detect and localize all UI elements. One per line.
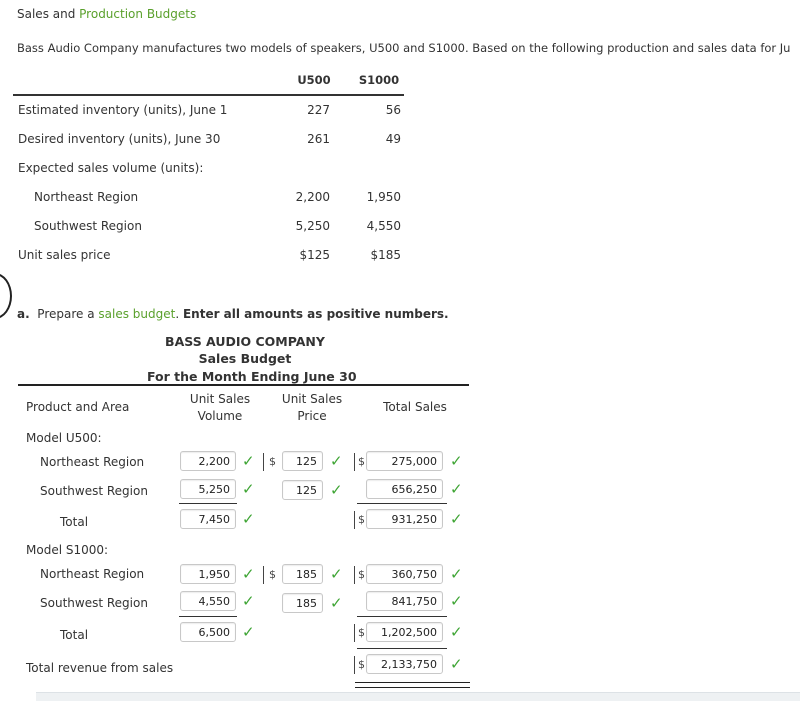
u500-northeast-volume-input[interactable]: 2,200	[180, 451, 236, 471]
budget-name: Sales Budget	[198, 351, 292, 366]
u500-total-volume-input[interactable]: 7,450	[180, 509, 236, 529]
currency-symbol: $	[358, 568, 365, 581]
header-total-sales: Total Sales	[383, 400, 447, 414]
unit-price-s1000: $185	[370, 248, 401, 262]
column-divider	[354, 624, 355, 642]
u500-southwest-price-input[interactable]: 125	[282, 480, 323, 500]
currency-symbol: $	[358, 455, 365, 468]
question-prefix: a.	[17, 307, 30, 321]
u500-southwest-total-input[interactable]: 656,250	[366, 479, 443, 499]
s1000-northeast-price-input[interactable]: 185	[282, 564, 323, 584]
currency-symbol: $	[269, 568, 276, 581]
row-label-expected-sales: Expected sales volume (units):	[18, 161, 204, 175]
northeast-s1000: 1,950	[366, 190, 401, 204]
northeast-u500: 2,200	[295, 190, 330, 204]
table-rule	[13, 94, 404, 96]
header-price-line1: Unit Sales	[281, 392, 343, 406]
column-divider	[263, 453, 264, 471]
intro-text: Bass Audio Company manufactures two models of speakers, U500 and S1000. Based on the following production and sales data for Ju	[17, 41, 791, 55]
check-icon: ✓	[330, 481, 343, 499]
header-unit-sales-price	[272, 391, 352, 425]
s1000-southwest-label: Southwest Region	[40, 596, 148, 610]
header-volume-line1: Unit Sales	[189, 392, 251, 406]
currency-symbol: $	[358, 513, 365, 526]
row-label-unit-price: Unit sales price	[18, 248, 111, 262]
s1000-total-volume-input[interactable]: 6,500	[180, 622, 236, 642]
subtotal-rule	[357, 616, 447, 617]
check-icon: ✓	[450, 592, 463, 610]
model-u500-label: Model U500:	[26, 431, 102, 445]
column-divider	[354, 566, 355, 584]
s1000-northeast-total-input[interactable]: 360,750	[366, 564, 443, 584]
question-text-2: .	[175, 307, 183, 321]
inventory-june30-s1000: 49	[385, 132, 401, 146]
budget-top-rule	[18, 384, 469, 386]
subtotal-rule	[357, 503, 447, 504]
check-icon: ✓	[330, 452, 343, 470]
s1000-southwest-volume-input[interactable]: 4,550	[180, 591, 236, 611]
check-icon: ✓	[450, 510, 463, 528]
question-text: Prepare a	[37, 307, 99, 321]
inventory-june30-u500: 261	[307, 132, 330, 146]
check-icon: ✓	[330, 594, 343, 612]
u500-northeast-total-input[interactable]: 275,000	[366, 451, 443, 471]
header-price-line2: Price	[297, 409, 327, 423]
production-budgets-link[interactable]: Production Budgets	[79, 7, 197, 21]
check-icon: ✓	[242, 480, 255, 498]
col-header-u500: U500	[297, 73, 331, 87]
header-product-area: Product and Area	[26, 400, 130, 414]
column-divider	[354, 511, 355, 529]
double-underline-rule	[355, 682, 470, 688]
check-icon: ✓	[450, 655, 463, 673]
step-indicator-icon	[0, 273, 12, 319]
total-revenue-label: Total revenue from sales	[26, 661, 174, 675]
check-icon: ✓	[450, 452, 463, 470]
inventory-june1-u500: 227	[307, 103, 330, 117]
u500-southwest-volume-input[interactable]: 5,250	[180, 479, 236, 499]
check-icon: ✓	[242, 510, 255, 528]
currency-symbol: $	[358, 658, 365, 671]
question-instruction: Enter all amounts as positive numbers.	[182, 307, 449, 321]
currency-symbol: $	[269, 455, 276, 468]
subtotal-rule	[179, 616, 237, 617]
southwest-u500: 5,250	[295, 219, 330, 233]
check-icon: ✓	[242, 452, 255, 470]
page-title	[17, 7, 196, 21]
check-icon: ✓	[242, 623, 255, 641]
budget-period: For the Month Ending June 30	[147, 369, 357, 384]
model-s1000-label: Model S1000:	[26, 543, 109, 557]
check-icon: ✓	[242, 592, 255, 610]
row-label-northeast: Northeast Region	[34, 190, 139, 204]
subtotal-rule	[179, 503, 237, 504]
header-unit-sales-volume	[180, 391, 260, 425]
check-icon: ✓	[450, 565, 463, 583]
row-label-inventory-june30: Desired inventory (units), June 30	[18, 132, 221, 146]
question-a	[17, 307, 449, 321]
s1000-northeast-volume-input[interactable]: 1,950	[180, 564, 236, 584]
check-icon: ✓	[450, 623, 463, 641]
column-divider	[354, 656, 355, 674]
budget-company: BASS AUDIO COMPANY	[165, 334, 325, 349]
s1000-total-label: Total	[60, 628, 89, 642]
column-divider	[354, 453, 355, 471]
check-icon: ✓	[330, 565, 343, 583]
u500-southwest-label: Southwest Region	[40, 484, 148, 498]
row-label-southwest: Southwest Region	[34, 219, 142, 233]
inventory-june1-s1000: 56	[385, 103, 401, 117]
s1000-southwest-price-input[interactable]: 185	[282, 593, 323, 613]
check-icon: ✓	[242, 565, 255, 583]
header-volume-line2: Volume	[197, 409, 243, 423]
column-divider	[263, 566, 264, 584]
u500-total-label: Total	[60, 515, 89, 529]
sales-budget-link[interactable]: sales budget	[98, 307, 176, 321]
unit-price-u500: $125	[299, 248, 330, 262]
u500-northeast-price-input[interactable]: 125	[282, 451, 323, 471]
u500-total-sales-input[interactable]: 931,250	[366, 509, 443, 529]
check-icon: ✓	[450, 480, 463, 498]
col-header-s1000: S1000	[358, 73, 400, 87]
s1000-total-sales-input[interactable]: 1,202,500	[366, 622, 443, 642]
subtotal-rule	[357, 648, 447, 649]
s1000-northeast-label: Northeast Region	[40, 567, 145, 581]
currency-symbol: $	[358, 626, 365, 639]
title-text: Sales and	[17, 7, 80, 21]
row-label-inventory-june1: Estimated inventory (units), June 1	[18, 103, 228, 117]
total-revenue-input[interactable]: 2,133,750	[366, 654, 443, 674]
u500-northeast-label: Northeast Region	[40, 455, 145, 469]
southwest-s1000: 4,550	[366, 219, 401, 233]
s1000-southwest-total-input[interactable]: 841,750	[366, 591, 443, 611]
